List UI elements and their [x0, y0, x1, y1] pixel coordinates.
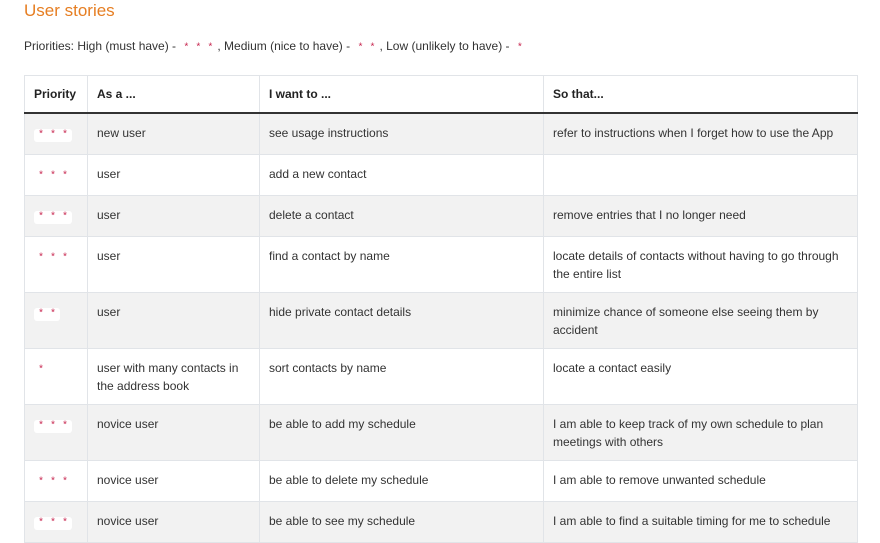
priority-cell — [25, 113, 88, 155]
table-row — [25, 155, 858, 196]
benefit-cell: refer to instructions when I forget how to use the App — [544, 113, 858, 155]
benefit-cell: I am able to keep track of my own schedule to plan meetings with others — [544, 405, 858, 461]
priority-cell — [25, 237, 88, 293]
legend-text: , Medium (nice to have) - — [217, 39, 354, 53]
priority-legend — [24, 38, 527, 57]
benefit-cell — [544, 155, 858, 196]
table-row — [25, 113, 858, 155]
want-cell: sort contacts by name — [260, 349, 544, 405]
want-cell: hide private contact details — [260, 293, 544, 349]
benefit-cell: locate a contact easily — [544, 349, 858, 405]
priority-cell — [25, 196, 88, 237]
benefit-cell: I am able to remove unwanted schedule — [544, 461, 858, 502]
table-row — [25, 349, 858, 405]
priority-cell — [25, 349, 88, 405]
legend-text: , Low (unlikely to have) - — [379, 39, 513, 53]
role-cell: user — [88, 293, 260, 349]
priority-stars: * * * — [38, 477, 69, 488]
table-row — [25, 293, 858, 349]
priority-cell — [25, 405, 88, 461]
priority-stars: * * * — [38, 253, 69, 264]
page-title: User stories — [24, 1, 115, 20]
priority-stars: * * — [34, 308, 60, 321]
role-cell: novice user — [88, 461, 260, 502]
priority-cell — [25, 502, 88, 543]
table-row — [25, 196, 858, 237]
priority-stars: * * * — [34, 420, 72, 433]
priority-cell — [25, 155, 88, 196]
priority-stars: * * * — [34, 517, 72, 530]
role-cell: user — [88, 237, 260, 293]
benefit-cell: minimize chance of someone else seeing them by accident — [544, 293, 858, 349]
priority-medium: * * — [353, 42, 379, 55]
table-row — [25, 461, 858, 502]
role-cell: user — [88, 196, 260, 237]
priority-stars: * — [38, 365, 45, 376]
priority-cell — [25, 461, 88, 502]
priority-stars: * * * — [34, 129, 72, 142]
want-cell: add a new contact — [260, 155, 544, 196]
priority-stars: * * * — [38, 171, 69, 182]
want-cell: find a contact by name — [260, 237, 544, 293]
priority-high: * * * — [179, 42, 217, 55]
benefit-cell: remove entries that I no longer need — [544, 196, 858, 237]
benefit-cell: locate details of contacts without having to go through the entire list — [544, 237, 858, 293]
role-cell: user — [88, 155, 260, 196]
benefit-cell: I am able to find a suitable timing for me to schedule — [544, 502, 858, 543]
want-cell: delete a contact — [260, 196, 544, 237]
table-row — [25, 405, 858, 461]
role-cell: novice user — [88, 502, 260, 543]
priority-cell — [25, 293, 88, 349]
want-cell: be able to add my schedule — [260, 405, 544, 461]
column-header: As a ... — [88, 76, 260, 114]
table-header — [25, 76, 858, 114]
column-header: I want to ... — [260, 76, 544, 114]
column-header: Priority — [25, 76, 88, 114]
want-cell: be able to see my schedule — [260, 502, 544, 543]
role-cell: novice user — [88, 405, 260, 461]
priority-stars: * * * — [34, 211, 72, 224]
priority-low: * — [513, 42, 527, 55]
role-cell: new user — [88, 113, 260, 155]
legend-text: Priorities: High (must have) - — [24, 39, 180, 53]
table-row — [25, 237, 858, 293]
user-stories-table — [24, 75, 858, 543]
column-header: So that... — [544, 76, 858, 114]
want-cell: see usage instructions — [260, 113, 544, 155]
table-row — [25, 502, 858, 543]
role-cell: user with many contacts in the address book — [88, 349, 260, 405]
want-cell: be able to delete my schedule — [260, 461, 544, 502]
